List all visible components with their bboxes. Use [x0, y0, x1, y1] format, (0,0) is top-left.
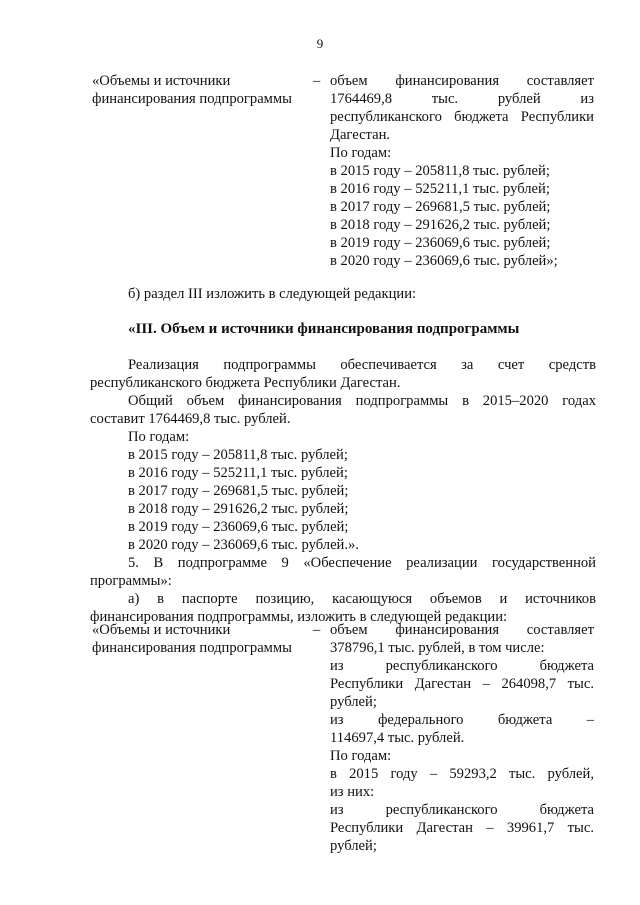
year-line: в 2018 году – 291626,2 тыс. рублей;: [128, 501, 349, 517]
passport-value-line: Республики Дагестан – 39961,7 тыс.: [330, 820, 594, 836]
passport-value-line: Республики Дагестан – 264098,7 тыс.: [330, 676, 594, 692]
passport-year-line: в 2016 году – 525211,1 тыс. рублей;: [330, 181, 550, 197]
passport-label-1: [92, 72, 292, 108]
passport-value-2: [330, 621, 594, 855]
paragraph-line: Общий объем финансирования подпрограммы в 2015–2020 годах: [128, 393, 596, 409]
passport-value-line: Дагестан.: [330, 127, 391, 143]
passport-value-line: из республиканского бюджета: [330, 658, 594, 674]
passport-year-line: в 2020 году – 236069,6 тыс. рублей»;: [330, 253, 558, 269]
passport-value-line: объем финансирования составляет: [330, 73, 594, 89]
year-line: в 2015 году – 205811,8 тыс. рублей;: [128, 447, 348, 463]
passport-value-line: 378796,1 тыс. рублей, в том числе:: [330, 640, 545, 656]
passport-value-line: рублей;: [330, 694, 377, 710]
paragraph-line: финансирования подпрограммы, изложить в следующей редакции:: [90, 609, 508, 625]
passport-label-line: «Объемы и источники: [92, 622, 231, 638]
body-paragraphs: [90, 356, 596, 626]
passport-value-line: республиканского бюджета Республики: [330, 109, 594, 125]
year-line: в 2016 году – 525211,1 тыс. рублей;: [128, 465, 348, 481]
by-years-label: По годам:: [128, 429, 190, 445]
passport-by-years: По годам:: [330, 145, 392, 161]
section-heading: «III. Объем и источники финансирования подпрограммы: [128, 321, 520, 337]
passport-label-line: «Объемы и источники: [92, 73, 231, 89]
passport-by-years: По годам:: [330, 748, 392, 764]
passport-value-line: 114697,4 тыс. рублей.: [330, 730, 465, 746]
passport-value-line: 1764469,8 тыс. рублей из: [330, 91, 594, 107]
passport-label-line: финансирования подпрограммы: [92, 640, 292, 656]
passport-dash-2: –: [313, 622, 321, 638]
passport-dash-1: –: [313, 73, 321, 89]
passport-year-line: в 2019 году – 236069,6 тыс. рублей;: [330, 235, 551, 251]
passport-year-line: в 2015 году – 59293,2 тыс. рублей,: [330, 766, 594, 782]
passport-year-line: в 2018 году – 291626,2 тыс. рублей;: [330, 217, 551, 233]
paragraph-line: Реализация подпрограммы обеспечивается за счет средств: [128, 357, 596, 373]
passport-value-line: из республиканского бюджета: [330, 802, 594, 818]
passport-value-1: [330, 72, 594, 270]
passport-year-line: в 2017 году – 269681,5 тыс. рублей;: [330, 199, 551, 215]
year-line: в 2019 году – 236069,6 тыс. рублей;: [128, 519, 349, 535]
passport-value-line: из федерального бюджета –: [330, 712, 594, 728]
passport-label-2: [92, 621, 292, 657]
passport-value-line: объем финансирования составляет: [330, 622, 594, 638]
paragraph-line: 5. В подпрограмме 9 «Обеспечение реализации государственной: [128, 555, 596, 571]
paragraph-line: а) в паспорте позицию, касающуюся объемов и источников: [128, 591, 596, 607]
paragraph-line: республиканского бюджета Республики Дагестан.: [90, 375, 401, 391]
year-line: в 2020 году – 236069,6 тыс. рублей.».: [128, 537, 359, 553]
paragraph-line: составит 1764469,8 тыс. рублей.: [90, 411, 291, 427]
passport-year-line: в 2015 году – 205811,8 тыс. рублей;: [330, 163, 550, 179]
page-number: 9: [316, 36, 324, 51]
passport-value-line: из них:: [330, 784, 375, 800]
section-b-paragraph: б) раздел III изложить в следующей редакции:: [128, 286, 417, 302]
paragraph-line: программы»:: [90, 573, 172, 589]
passport-label-line: финансирования подпрограммы: [92, 91, 292, 107]
passport-value-line: рублей;: [330, 838, 377, 854]
year-line: в 2017 году – 269681,5 тыс. рублей;: [128, 483, 349, 499]
